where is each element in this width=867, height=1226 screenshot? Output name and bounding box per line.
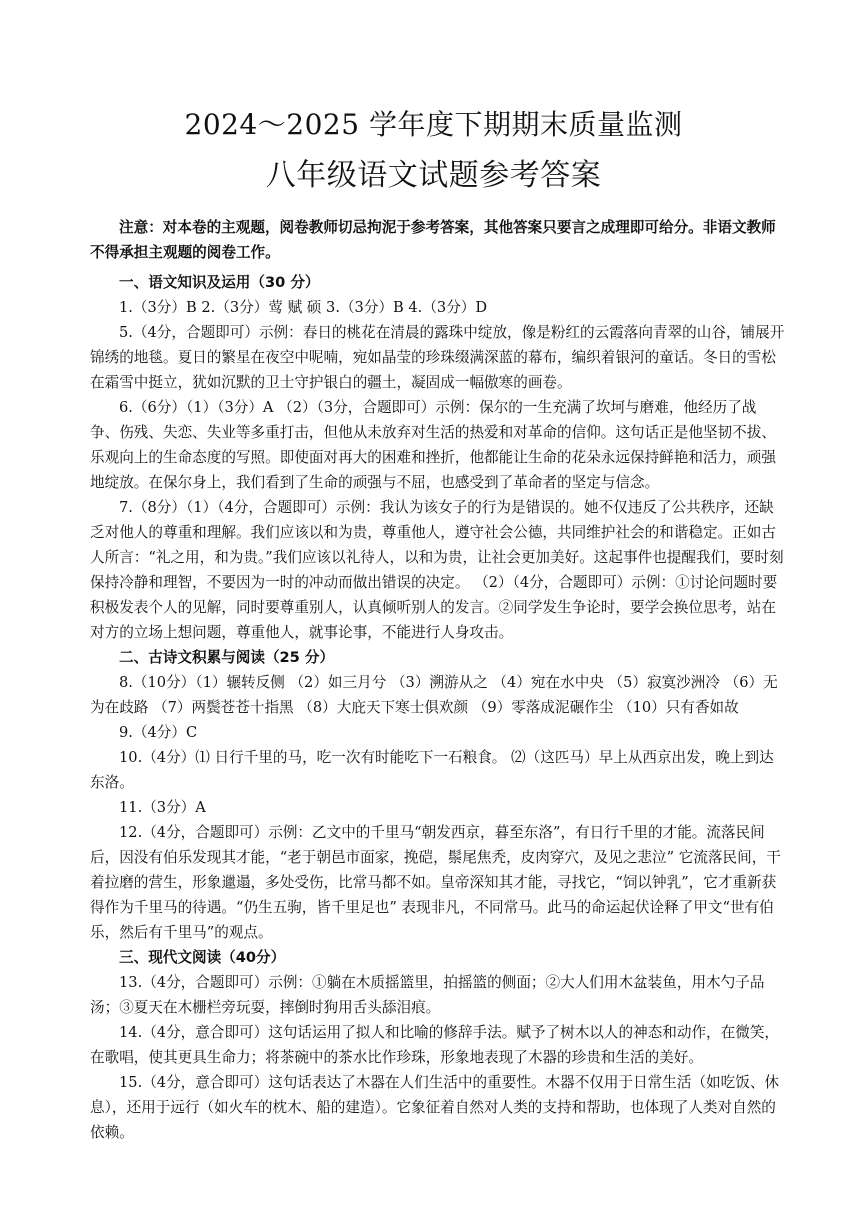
exam-title: 2024～2025 学年度下期期末质量监测 <box>184 108 683 141</box>
section-heading-3: 三、现代文阅读（40分） <box>119 949 286 966</box>
exam-subtitle: 八年级语文试题参考答案 <box>265 158 602 193</box>
section-heading-2: 二、古诗文积累与阅读（25 分） <box>119 649 335 666</box>
section-heading-1: 一、语文知识及运用（30 分） <box>119 274 320 291</box>
answer-item: 14.（4分，意合即可）这句话运用了拟人和比喻的修辞手法。赋予了树木以人的神态和动作，在微笑，在歌唱，使其更具生命力；将茶碗中的茶水比作珍珠，形象地表现了木器的珍贵和生活的美好。 <box>90 1024 780 1066</box>
answer-item: 6.（6分）（1）（3分）A （2）（3分，合题即可）示例：保尔的一生充满了坎坷与磨难，他经历了战争、伤残、失恋、失业等多重打击，但他从未放弃对生活的热爱和对革命的信仰。这句话正是他坚韧不拔、乐观向上的生命态度的写照。即使面对再大的困难和挫折，他都能让生命的花朵永远保持鲜艳和活力，顽强地绽放。在保尔身上，我们看到了生命的顽强与不屈，也感受到了革命者的坚定与信念。 <box>90 399 776 491</box>
answer-item: 15.（4分，意合即可）这句话表达了木器在人们生活中的重要性。木器不仅用于日常生活（如吃饭、休息），还用于远行（如火车的枕木、船的建造）。它象征着自然对人类的支持和帮助，也体现了人类对自然的依赖。 <box>90 1074 780 1141</box>
answer-item: 10.（4分）⑴ 日行千里的马，吃一次有时能吃下一石粮食。 ⑵（这匹马）早上从西京出发，晚上到达东洛。 <box>90 749 774 791</box>
answer-item: 12.（4分，合题即可）示例：乙文中的千里马“朝发西京，暮至东洛”，有日行千里的才能。流落民间后，因没有伯乐发现其才能，“老于朝邑市面家，挽硙，鬃尾焦秃，皮肉穿穴，及见之悲泣” 它流落民间，干着拉磨的营生，形象邋遢，多处受伤，比常马都不如。皇帝深知其才能，寻找它，“饲以钟乳”，它才重新获得作为千里马的待遇。“仍生五驹，皆千里足也” 表现非凡，不同常马。此马的命运起伏诠释了甲文“世有伯乐，然后有千里马”的观点。 <box>90 824 781 941</box>
answer-item: 8.（10分）（1）辗转反侧 （2）如三月兮 （3）溯游从之 （4）宛在水中央 （5）寂寞沙洲冷 （6）无为在歧路 （7）两鬓苍苍十指黑 （8）大庇天下寒士俱欢颜 （9）零落成泥碾作尘 （10）只有香如故 <box>90 674 778 716</box>
answer-item: 7.（8分）（1）（4分，合题即可）示例：我认为该女子的行为是错误的。她不仅违反了公共秩序，还缺乏对他人的尊重和理解。我们应该以和为贵，尊重他人，遵守社会公德，共同维护社会的和谐稳定。正如古人所言：“礼之用，和为贵。”我们应该以礼待人，以和为贵，让社会更加美好。这起事件也提醒我们，要时刻保持冷静和理智，不要因为一时的冲动而做出错误的决定。 （2）（4分，合题即可）示例：①讨论问题时要积极发表个人的见解，同时要尊重别人，认真倾听别人的发言。②同学发生争论时，要学会换位思考，站在对方的立场上想问题，尊重他人，就事论事，不能进行人身攻击。 <box>90 499 784 641</box>
answer-item: 5.（4分，合题即可）示例：春日的桃花在清晨的露珠中绽放，像是粉红的云霞落向青翠的山谷，铺展开锦绣的地毯。夏日的繁星在夜空中呢喃，宛如晶莹的珍珠缀满深蓝的幕布，编织着银河的童话。冬日的雪松在霜雪中挺立，犹如沉默的卫士守护银白的疆土，凝固成一幅傲寒的画卷。 <box>90 324 785 391</box>
answer-item: 1.（3分）B 2.（3分）莺 赋 硕 3.（3分）B 4.（3分）D <box>119 299 488 316</box>
answer-item: 13.（4分，合题即可）示例：①躺在木质摇篮里，拍摇篮的侧面；②大人们用木盆装鱼，用木勺子品汤；③夏天在木栅栏旁玩耍，摔倒时狗用舌头舔泪痕。 <box>90 974 765 1016</box>
answer-body <box>90 270 785 1145</box>
answer-item: 11.（3分）A <box>119 799 206 816</box>
grading-note-text: 注意：对本卷的主观题，阅卷教师切忌拘泥于参考答案，其他答案只要言之成理即可给分。非语文教师不得承担主观题的阅卷工作。 <box>90 219 776 261</box>
answer-item: 9.（4分）C <box>119 724 198 741</box>
grading-note <box>90 215 785 265</box>
